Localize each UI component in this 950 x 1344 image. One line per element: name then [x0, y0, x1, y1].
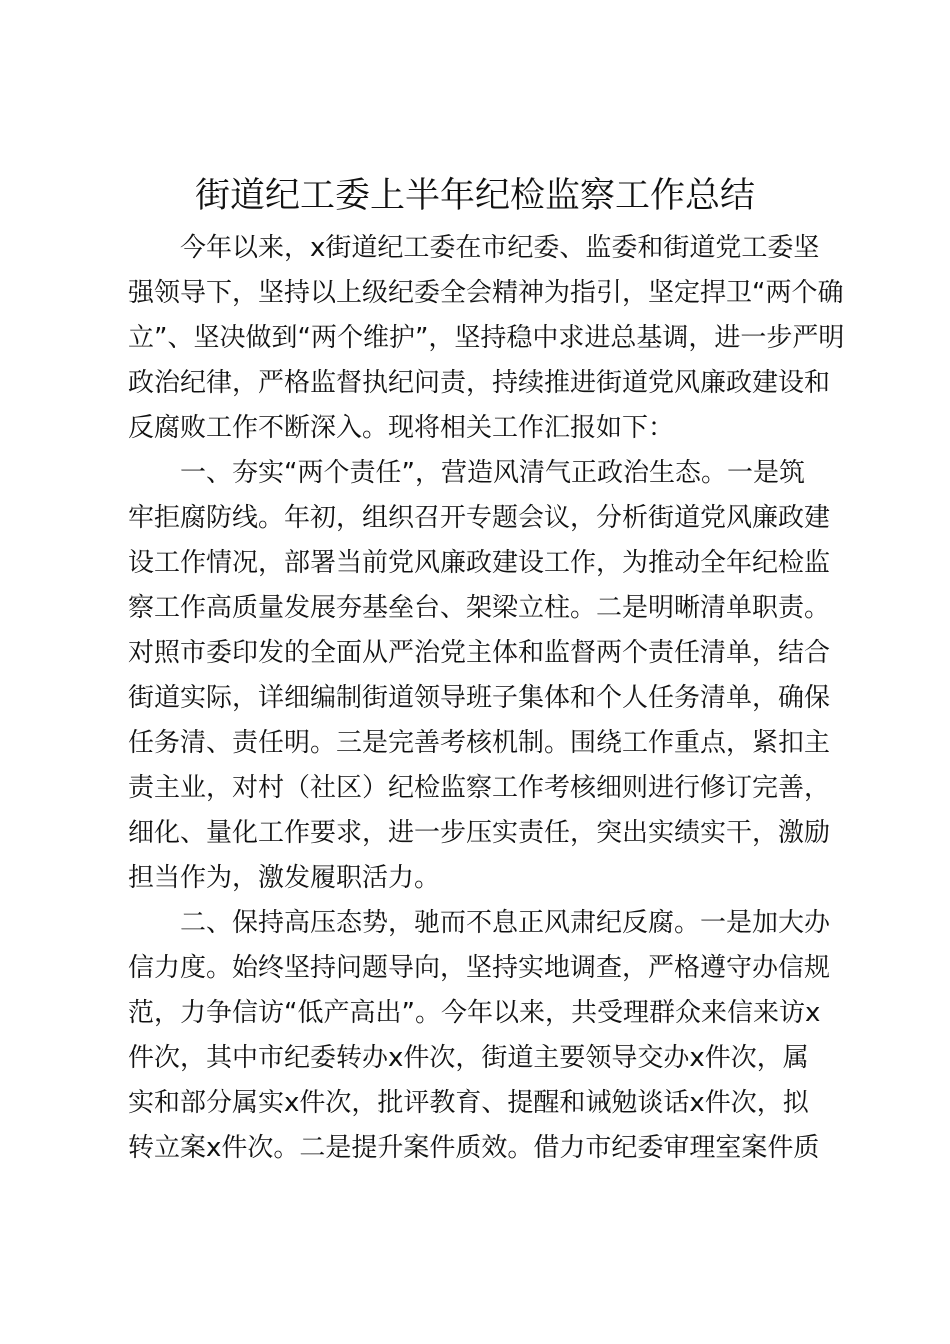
text-line: 反腐败工作不断深入。现将相关工作汇报如下： — [128, 413, 675, 443]
document-body — [128, 226, 845, 1171]
text-line: 牢拒腐防线。年初，组织召开专题会议，分析街道党风廉政建 — [128, 503, 831, 533]
text-line: 转立案x件次。二是提升案件质效。借力市纪委审理室案件质 — [128, 1133, 820, 1163]
text-line: 今年以来，x街道纪工委在市纪委、监委和街道党工委坚 — [180, 233, 820, 263]
text-line: 实和部分属实x件次，批评教育、提醒和诫勉谈话x件次，拟 — [128, 1088, 809, 1118]
text-line: 街道实际，详细编制街道领导班子集体和个人任务清单，确保 — [128, 683, 831, 713]
paragraph-section-1 — [128, 451, 831, 901]
paragraph-section-2 — [128, 901, 831, 1171]
text-line: 立”、坚决做到“两个维护”，坚持稳中求进总基调，进一步严明 — [128, 323, 845, 353]
text-line: 政治纪律，严格监督执纪问责，持续推进街道党风廉政建设和 — [128, 368, 831, 398]
text-line: 一、夯实“两个责任”，营造风清气正政治生态。一是筑 — [180, 458, 805, 488]
text-line: 二、保持高压态势，驰而不息正风肃纪反腐。一是加大办 — [180, 908, 831, 938]
text-line: 责主业，对村（社区）纪检监察工作考核细则进行修订完善， — [128, 773, 831, 803]
text-line: 担当作为，激发履职活力。 — [128, 863, 441, 893]
document-title: 街道纪工委上半年纪检监察工作总结 — [194, 176, 755, 216]
text-line: 对照市委印发的全面从严治党主体和监督两个责任清单，结合 — [128, 638, 831, 668]
text-line: 察工作高质量发展夯基垒台、架梁立柱。二是明晰清单职责。 — [128, 593, 831, 623]
paragraph-intro — [128, 226, 845, 451]
text-line: 范，力争信访“低产高出”。今年以来，共受理群众来信来访x — [128, 998, 821, 1028]
text-line: 任务清、责任明。三是完善考核机制。围绕工作重点，紧扣主 — [128, 728, 831, 758]
text-line: 强领导下，坚持以上级纪委全会精神为指引，坚定捍卫“两个确 — [128, 278, 844, 308]
text-line: 信力度。始终坚持问题导向，坚持实地调查，严格遵守办信规 — [128, 953, 831, 983]
text-line: 件次，其中市纪委转办x件次，街道主要领导交办x件次，属 — [128, 1043, 809, 1073]
text-line: 设工作情况，部署当前党风廉政建设工作，为推动全年纪检监 — [128, 548, 831, 578]
text-line: 细化、量化工作要求，进一步压实责任，突出实绩实干，激励 — [128, 818, 831, 848]
